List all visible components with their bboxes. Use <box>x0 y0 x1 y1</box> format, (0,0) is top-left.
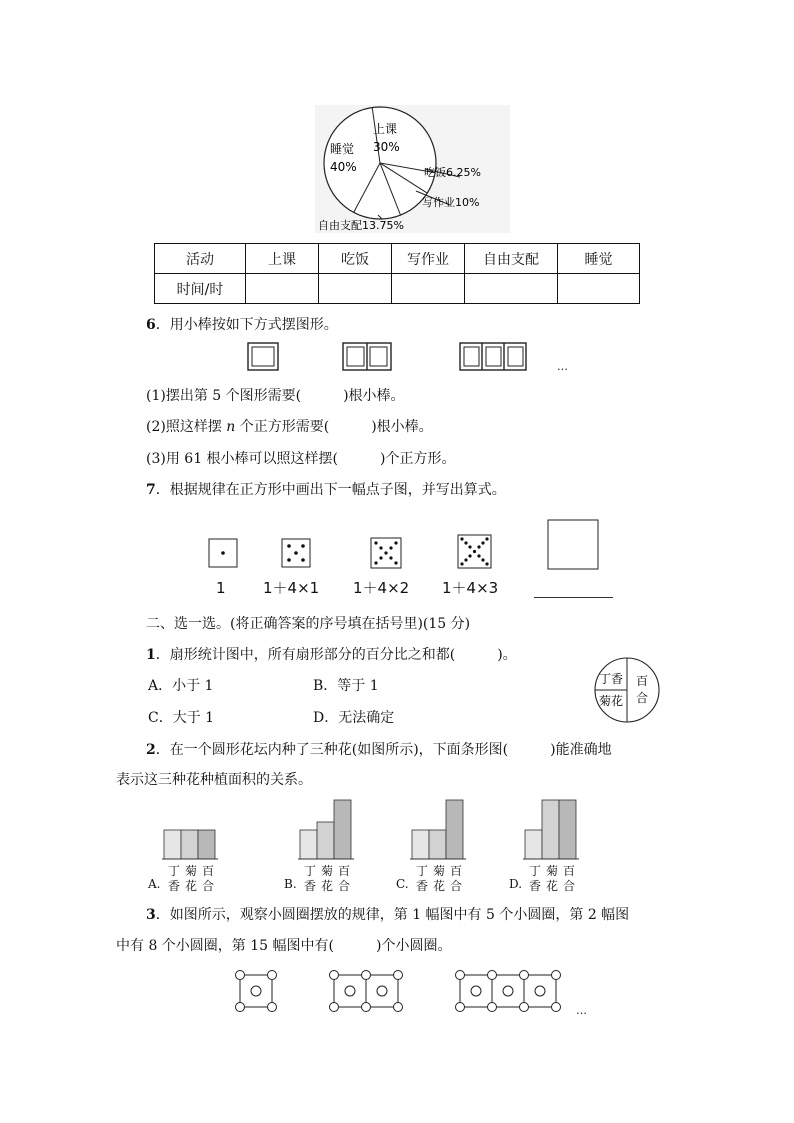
s1-stem <box>146 646 517 664</box>
activity-table <box>154 243 640 304</box>
answer-square[interactable] <box>548 520 598 569</box>
s1-option-b[interactable]: B．等于 1 <box>313 678 379 694</box>
bar-top-label: 丁 <box>416 864 429 878</box>
bar-top-label: 百 <box>450 864 463 878</box>
bar-top-label: 丁 <box>168 864 181 878</box>
bar-bottom-label: 花 <box>433 879 446 893</box>
table-header-cell: 睡觉 <box>558 244 640 274</box>
answer-line[interactable] <box>534 597 613 598</box>
s2-stem <box>146 741 612 759</box>
s1-number: 1 <box>146 647 156 663</box>
q7-stem <box>146 481 506 499</box>
table-header-cell: 活动 <box>155 244 246 274</box>
s1-option-a[interactable]: A．小于 1 <box>148 678 214 694</box>
q7-text: ．根据规律在正方形中画出下一幅点子图，并写出算式。 <box>155 482 506 498</box>
table-header-cell: 上课 <box>246 244 319 274</box>
bar-label-layer <box>140 795 600 895</box>
table-answer-cell[interactable] <box>558 274 640 304</box>
option-letter-c[interactable]: C. <box>396 877 409 891</box>
bar-bottom-label: 香 <box>168 879 181 893</box>
q6-part2-a: (2)照这样摆 <box>146 419 227 435</box>
q7-formula: 1＋4×2 <box>353 579 410 597</box>
bar-bottom-label: 花 <box>185 879 198 893</box>
s2-stem-2: 表示这三种花种植面积的关系。 <box>116 772 312 788</box>
bar-top-label: 百 <box>202 864 215 878</box>
q7-formula: 1＋4×3 <box>442 579 499 597</box>
pie-label-chifan: 吃饭6.25% <box>424 166 481 179</box>
s1-text: ．扇形统计图中，所有扇形部分的百分比之和都( )。 <box>155 647 517 663</box>
bar-top-label: 菊 <box>433 864 446 878</box>
pie-pct-shuijiao: 40% <box>330 160 357 174</box>
bar-bottom-label: 香 <box>304 879 317 893</box>
pie-label-shuijiao: 睡觉 <box>330 142 355 156</box>
s3-text: ．如图所示，观察小圆圈摆放的规律，第 1 幅图中有 5 个小圆圈，第 2 幅图 <box>155 907 630 923</box>
s3-stem <box>146 906 629 924</box>
bar-top-label: 百 <box>563 864 576 878</box>
q7-number: 7 <box>146 482 156 498</box>
q7-formula: 1＋4×1 <box>263 579 320 597</box>
bar-top-label: 菊 <box>546 864 559 878</box>
table-answer-cell[interactable] <box>465 274 558 304</box>
bar-bottom-label: 香 <box>529 879 542 893</box>
q7-formula: 1 <box>216 579 226 597</box>
option-letter-a[interactable]: A. <box>148 877 161 891</box>
option-letter-d[interactable]: D. <box>509 877 523 891</box>
section-title: 二、选一选。(将正确答案的序号填在括号里)(15 分) <box>146 616 471 632</box>
pie-label-shangke: 上课 <box>373 122 398 136</box>
bar-bottom-label: 合 <box>450 879 463 893</box>
q6-part2 <box>146 418 433 436</box>
circle-label-baihe-1: 百 <box>636 674 649 688</box>
s3-stem-2: 中有 8 个小圆圈，第 15 幅图中有( )个小圆圈。 <box>116 938 452 954</box>
q6-stem <box>146 316 338 334</box>
pie-label-ziyou: 自由支配13.75% <box>318 219 404 232</box>
pie-pct-shangke: 30% <box>373 140 400 154</box>
circle-pattern-figure <box>230 965 570 1015</box>
circle-label-baihe-2: 合 <box>636 691 649 705</box>
bar-top-label: 菊 <box>185 864 198 878</box>
bar-bottom-label: 合 <box>338 879 351 893</box>
q6-text: ．用小棒按如下方式摆图形。 <box>155 317 338 333</box>
circle-label-dingxiang: 丁香 <box>599 672 624 686</box>
table-answer-cell[interactable] <box>246 274 319 304</box>
table-row-label: 时间/时 <box>155 274 246 304</box>
q6-part1: (1)摆出第 5 个图形需要( )根小棒。 <box>146 388 405 404</box>
q6-part2-n: n <box>226 419 236 435</box>
flower-circle-figure <box>592 655 662 725</box>
table-answer-cell[interactable] <box>319 274 392 304</box>
bar-bottom-label: 花 <box>321 879 334 893</box>
q6-part3: (3)用 61 根小棒可以照这样摆( )个正方形。 <box>146 451 456 467</box>
s3-ellipsis: … <box>576 1004 587 1017</box>
q6-number: 6 <box>146 317 156 333</box>
circle-label-juhua: 菊花 <box>599 694 624 708</box>
s1-option-c[interactable]: C．大于 1 <box>148 710 215 726</box>
dot-pattern-figure <box>200 515 620 575</box>
bar-top-label: 菊 <box>321 864 334 878</box>
table-header-cell: 自由支配 <box>465 244 558 274</box>
stick-squares-figure <box>240 340 590 376</box>
s2-text: ．在一个圆形花坛内种了三种花(如图所示)，下面条形图( )能准确地 <box>155 742 612 758</box>
q6-part2-b: 个正方形需要( )根小棒。 <box>235 419 433 435</box>
option-letter-b[interactable]: B. <box>284 877 297 891</box>
s2-number: 2 <box>146 742 156 758</box>
table-header-cell: 写作业 <box>392 244 465 274</box>
table-row <box>155 274 640 304</box>
bar-top-label: 百 <box>338 864 351 878</box>
table-answer-cell[interactable] <box>392 274 465 304</box>
s1-option-d[interactable]: D．无法确定 <box>313 710 395 726</box>
table-header-cell: 吃饭 <box>319 244 392 274</box>
table-header-row <box>155 244 640 274</box>
s3-number: 3 <box>146 907 156 923</box>
pie-chart <box>300 105 530 233</box>
bar-top-label: 丁 <box>304 864 317 878</box>
bar-top-label: 丁 <box>529 864 542 878</box>
bar-bottom-label: 香 <box>416 879 429 893</box>
pie-label-zuoye: 写作业10% <box>422 196 480 209</box>
bar-bottom-label: 合 <box>202 879 215 893</box>
q6-ellipsis: … <box>557 360 568 373</box>
bar-bottom-label: 合 <box>563 879 576 893</box>
bar-bottom-label: 花 <box>546 879 559 893</box>
